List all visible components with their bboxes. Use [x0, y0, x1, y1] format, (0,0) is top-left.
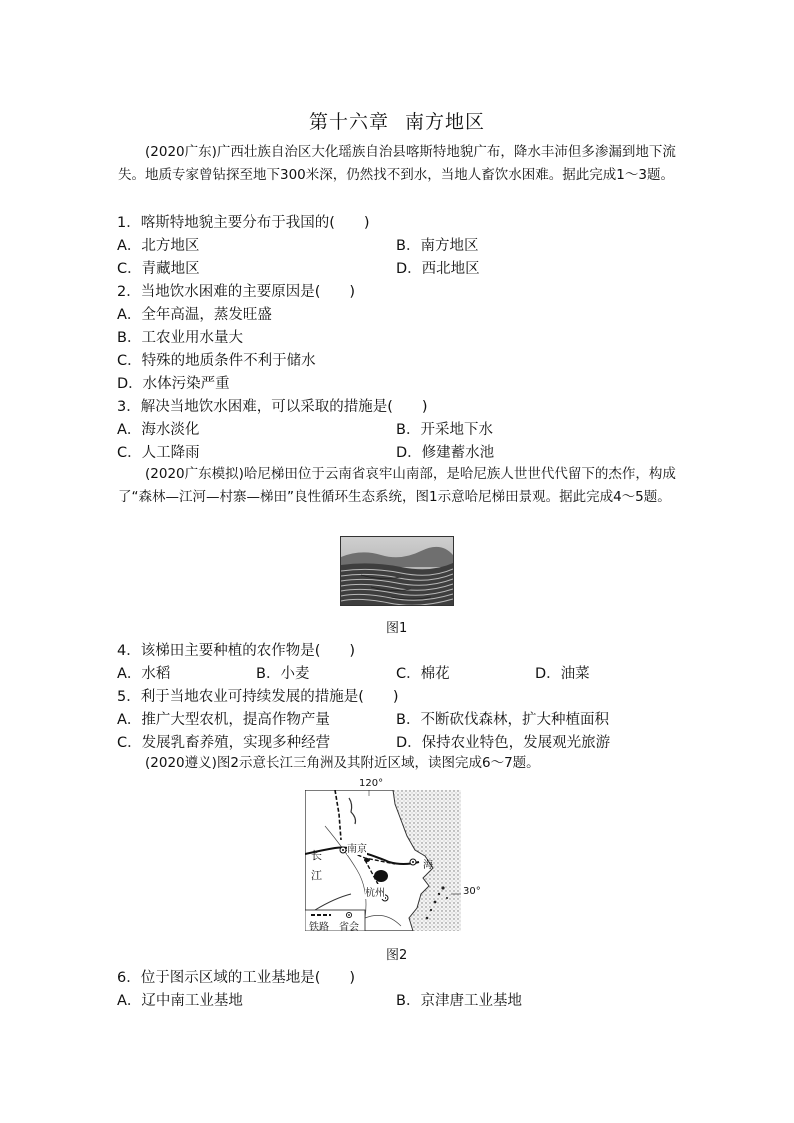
question-1-stem: 1．喀斯特地貌主要分布于我国的( ): [117, 215, 370, 231]
map-legend-capital: 省会: [339, 922, 359, 933]
figure-1-caption: 图1: [386, 621, 408, 636]
question-5-option-b: B．不断砍伐森林，扩大种植面积: [396, 712, 609, 728]
question-2-stem: 2．当地饮水困难的主要原因是( ): [117, 284, 356, 300]
question-3-option-a: A．海水淡化: [117, 422, 200, 438]
question-6-option-a: A．辽中南工业基地: [117, 993, 243, 1009]
map-city-hangzhou: 杭州: [365, 884, 385, 899]
question-2-option-b: B．工农业用水量大: [117, 330, 243, 346]
question-4-option-d: D．油菜: [535, 666, 590, 682]
page-title: [0, 107, 794, 134]
map-longitude-label: 120°: [359, 778, 384, 789]
passage-1: (2020广东)广西壮族自治区大化瑶族自治县喀斯特地貌广布，降水丰沛但多渗漏到地下流失。地质专家曾钻探至地下300米深，仍然找不到水，当地人畜饮水困难。据此完成1～3题。: [118, 144, 676, 183]
question-1-option-c: C．青藏地区: [117, 261, 200, 277]
question-4-option-c: C．棉花: [396, 666, 450, 682]
question-5-option-d: D．保持农业特色，发展观光旅游: [396, 735, 611, 751]
question-1-option-b: B．南方地区: [396, 238, 479, 254]
question-3-option-c: C．人工降雨: [117, 445, 200, 461]
map-city-shanghai-partial: 海: [423, 860, 433, 871]
question-5-option-c: C．发展乳畜养殖，实现多种经营: [117, 735, 331, 751]
question-6-stem: 6．位于图示区域的工业基地是( ): [117, 970, 356, 986]
chapter-name: 南方地区: [405, 111, 486, 133]
map-city-nanjing: 南京: [347, 840, 367, 855]
question-1-option-a: A．北方地区: [117, 238, 200, 254]
passage-2: (2020广东模拟)哈尼梯田位于云南省哀牢山南部，是哈尼族人世世代代留下的杰作，构成了“森林—江河—村寨—梯田”良性循环生态系统，图1示意哈尼梯田景观。据此完成4～5题。: [118, 466, 676, 505]
question-4-stem: 4．该梯田主要种植的农作物是( ): [117, 643, 356, 659]
hani-terrace-photo: [340, 536, 454, 606]
question-4-option-a: A．水稻: [117, 666, 171, 682]
passage-3: (2020遵义)图2示意长江三角洲及其附近区域，读图完成6～7题。: [145, 755, 540, 771]
map-river-label: 长江: [311, 849, 322, 882]
question-3-stem: 3．解决当地饮水困难，可以采取的措施是( ): [117, 399, 428, 415]
chapter-number: 第十六章: [308, 111, 389, 133]
figure-2-caption: 图2: [386, 948, 408, 963]
question-2-option-d: D．水体污染严重: [117, 376, 230, 392]
yangtze-delta-map: [305, 778, 481, 933]
question-1-option-d: D．西北地区: [396, 261, 480, 277]
question-3-option-d: D．修建蓄水池: [396, 445, 495, 461]
question-2-option-c: C．特殊的地质条件不利于储水: [117, 353, 316, 369]
question-5-option-a: A．推广大型农机，提高作物产量: [117, 712, 330, 728]
question-3-option-b: B．开采地下水: [396, 422, 493, 438]
map-latitude-label: 30°: [463, 886, 481, 897]
map-legend-railway: 铁路: [309, 922, 329, 933]
question-6-option-b: B．京津唐工业基地: [396, 993, 522, 1009]
question-5-stem: 5．利于当地农业可持续发展的措施是( ): [117, 689, 399, 705]
question-4-option-b: B．小麦: [256, 666, 310, 682]
question-2-option-a: A．全年高温，蒸发旺盛: [117, 307, 272, 323]
